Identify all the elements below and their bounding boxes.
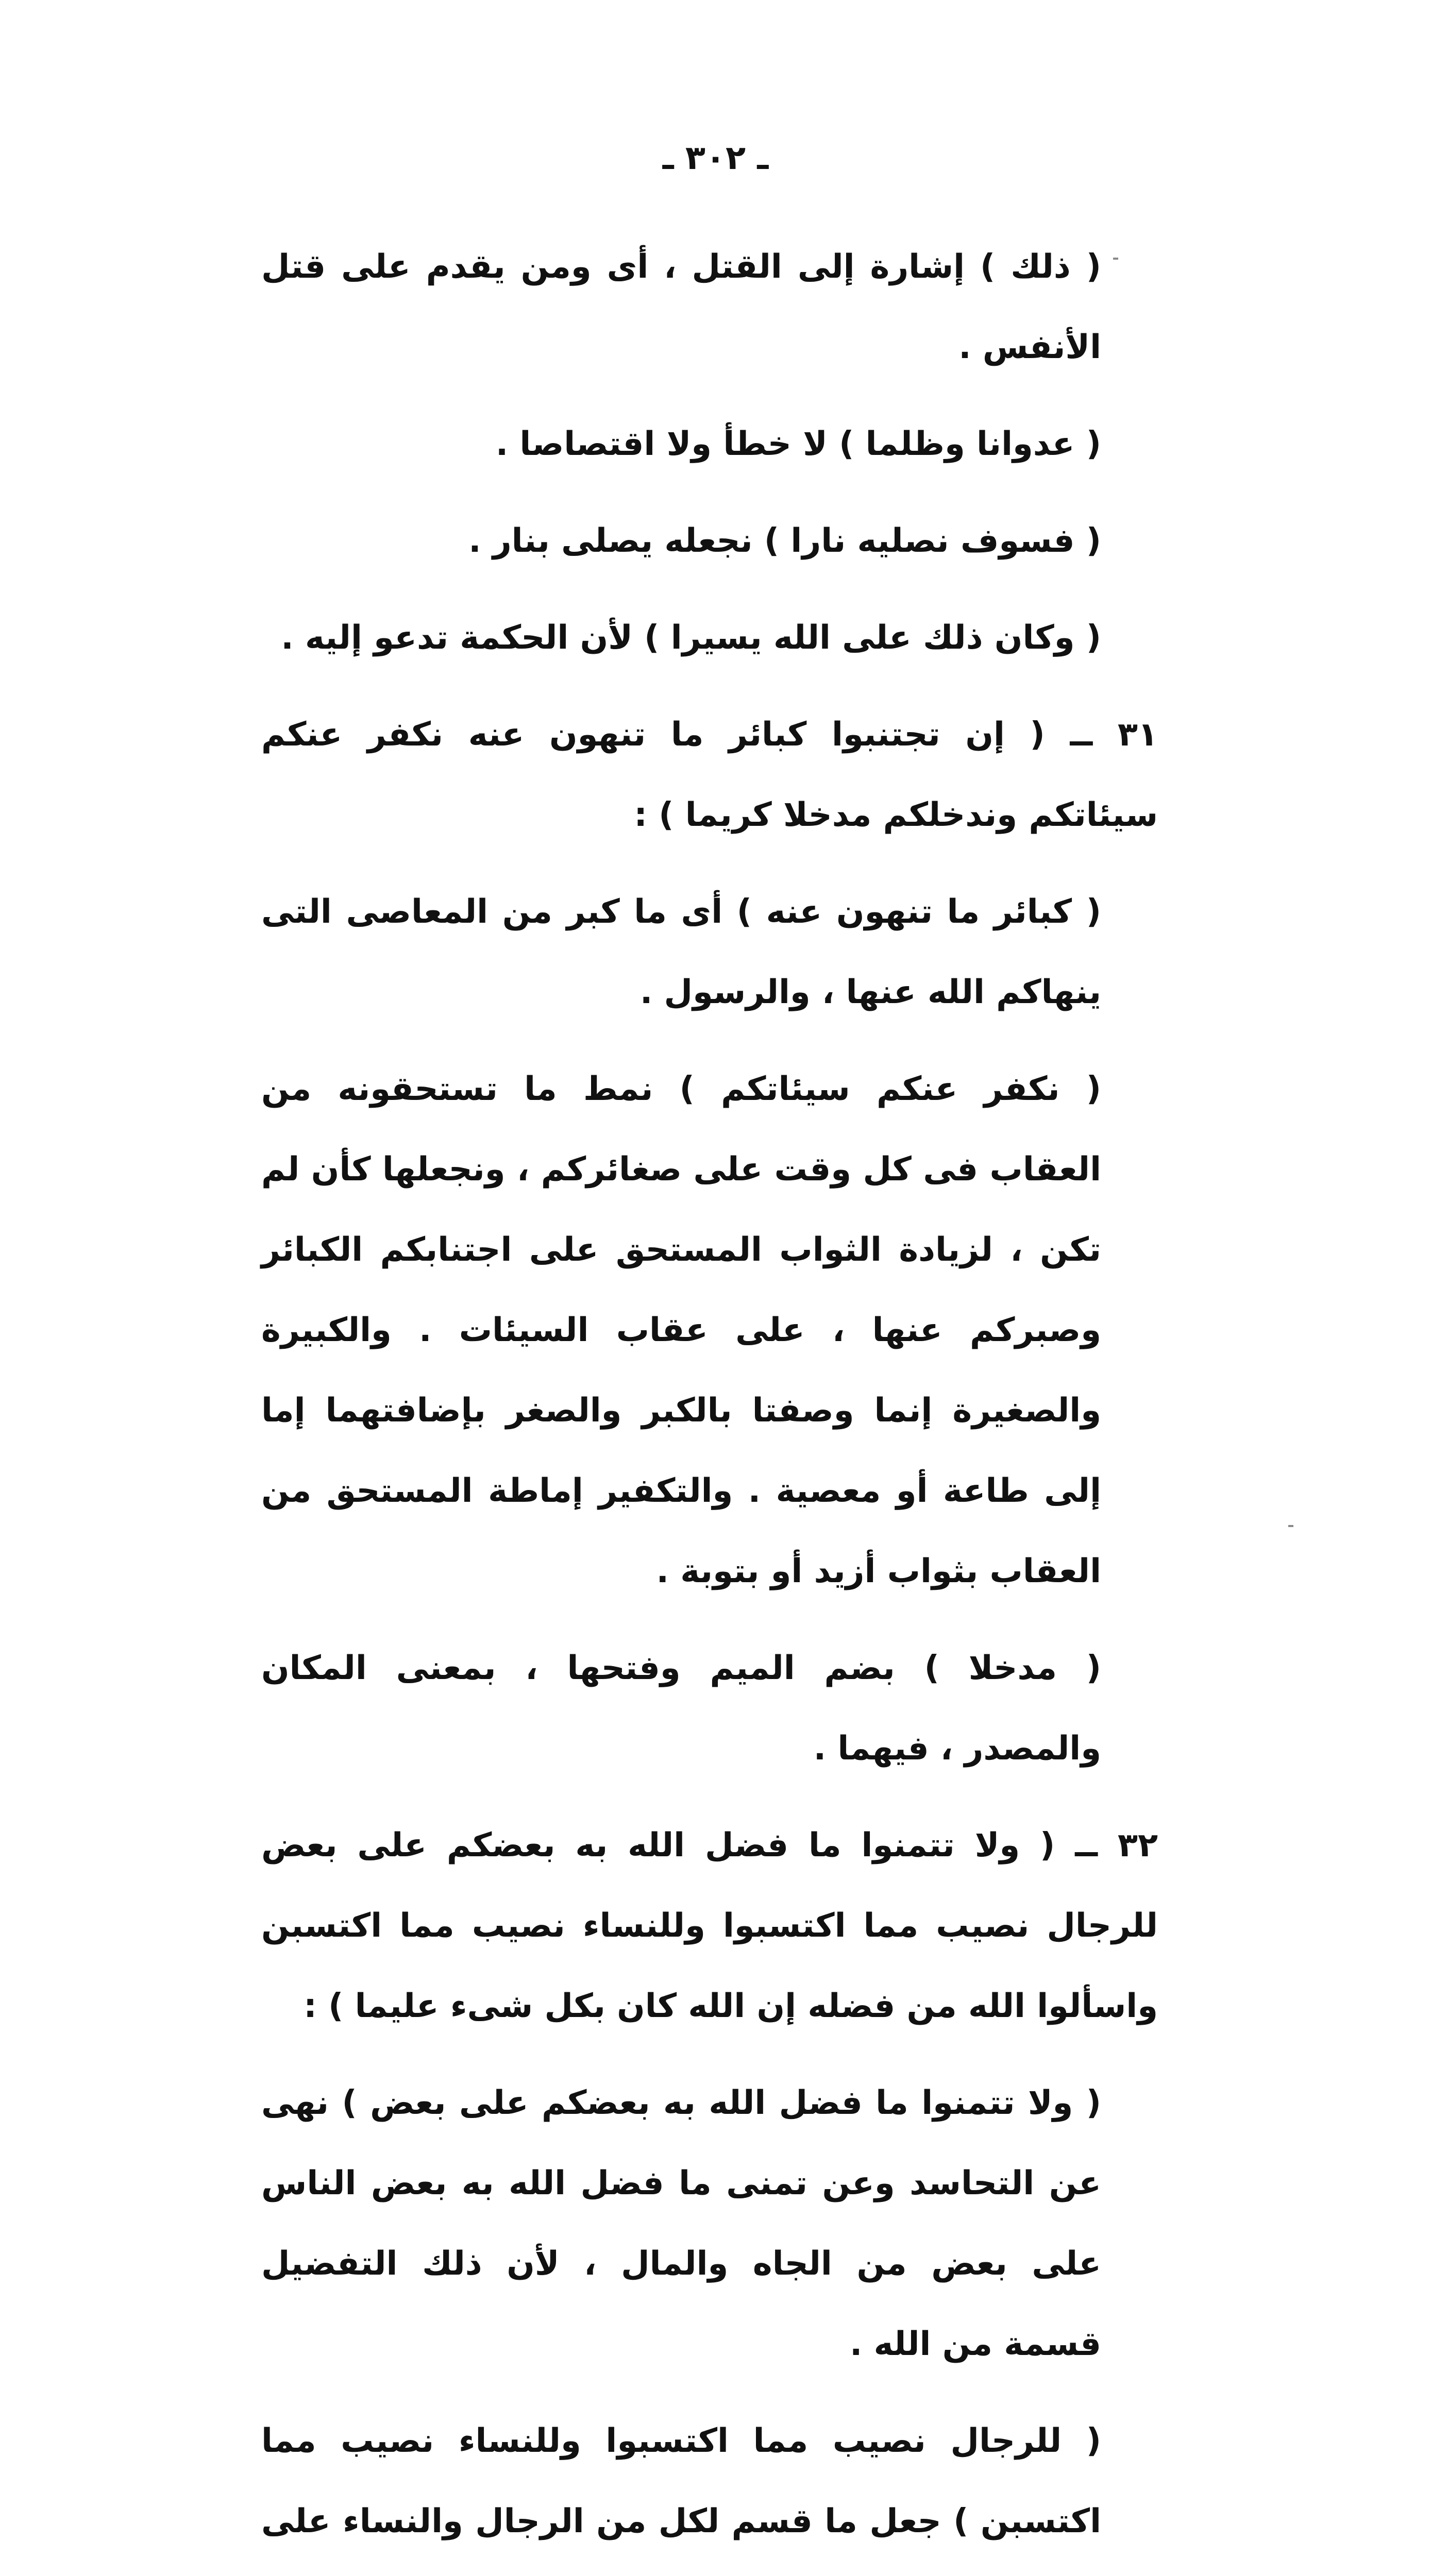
paragraph-10: ( ولا تتمنوا ما فضل الله به بعضكم على بعض ) نهى عن التحاسد وعن تمنى ما فضل الله به بعض الناس على بعض من الجاه والمال ، لأن ذلك التفضيل قسمة من الله . bbox=[261, 2084, 1101, 2363]
scan-speck bbox=[1288, 1525, 1293, 1527]
paragraph-4: ( وكان ذلك على الله يسيرا ) لأن الحكمة تدعو إليه . bbox=[281, 619, 1101, 657]
page-number: ـ ٣٠٢ ـ bbox=[662, 139, 769, 177]
verse-32-heading: ٣٢ ــ ( ولا تتمنوا ما فضل الله به بعضكم على بعض للرجال نصيب مما اكتسبوا وللنساء نصيب مما اكتسبن واسألوا الله من فضله إن الله كان بكل شىء عليما ) : bbox=[261, 1826, 1158, 2025]
paragraph-11: ( للرجال نصيب مما اكتسبوا وللنساء نصيب مما اكتسبن ) جعل ما قسم لكل من الرجال والنساء على bbox=[261, 2422, 1101, 2540]
paragraph-6: ( كبائر ما تنهون عنه ) أى ما كبر من المعاصى التى ينهاكم الله عنها ، والرسول . bbox=[261, 893, 1101, 1011]
scan-speck bbox=[1113, 258, 1118, 260]
paragraph-3: ( فسوف نصليه نارا ) نجعله يصلى بنار . bbox=[468, 522, 1101, 560]
paragraph-7: ( نكفر عنكم سيئاتكم ) نمط ما تستحقونه من العقاب فى كل وقت على صغائركم ، ونجعلها كأن لم تكن ، لزيادة الثواب المستحق على اجتنابكم الكبائر وصبركم عنها ، على عقاب السيئات . والكبيرة والصغيرة إنما وصفتا بالكبر والصغر بإضافتهما إما إلى طاعة أو معصية . والتكفير إماطة المستحق من العقاب بثواب أزيد أو بتوبة . bbox=[261, 1070, 1101, 1590]
paragraph-8: ( مدخلا ) بضم الميم وفتحها ، بمعنى المكان والمصدر ، فيهما . bbox=[261, 1649, 1101, 1768]
verse-31-heading: ٣١ ــ ( إن تجتنبوا كبائر ما تنهون عنه نكفر عنكم سيئاتكم وندخلكم مدخلا كريما ) : bbox=[261, 716, 1158, 834]
paragraph-2: ( عدوانا وظلما ) لا خطأ ولا اقتصاصا . bbox=[495, 425, 1101, 463]
paragraph-1: ( ذلك ) إشارة إلى القتل ، أى ومن يقدم على قتل الأنفس . bbox=[261, 248, 1101, 366]
page-body bbox=[261, 227, 1158, 2576]
